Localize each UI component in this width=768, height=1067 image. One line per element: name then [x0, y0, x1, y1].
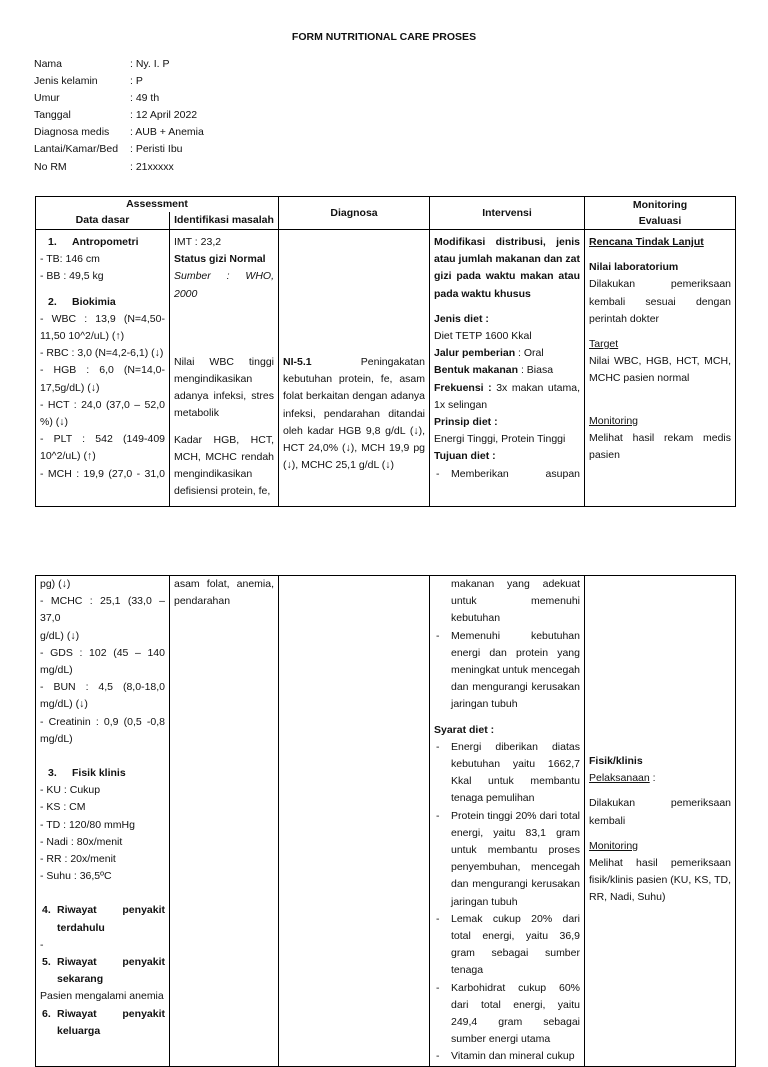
ku-value: - KU : Cukup: [40, 784, 101, 797]
section-number: 5.: [42, 956, 51, 969]
bb-value: - BB : 49,5 kg: [40, 270, 104, 283]
prinsip-diet-value: Energi Tinggi, Protein Tinggi: [434, 433, 566, 446]
wbc-line: - WBC : 13,9 (N=4,50-: [40, 312, 165, 325]
jalur-value: : Oral: [518, 347, 544, 360]
section-biokimia: [40, 294, 165, 311]
monitoring-label: Monitoring: [589, 414, 639, 427]
section-title: Riwayat penyakit: [57, 1007, 165, 1020]
section-number: 4.: [42, 904, 51, 917]
spacer: [40, 885, 165, 902]
syarat-item: [434, 911, 580, 980]
pelaksanaan-colon: :: [649, 772, 656, 785]
rr-value: - RR : 20x/menit: [40, 853, 116, 866]
gds-line: - GDS : 102 (45 – 140: [40, 646, 165, 659]
ks-value: - KS : CM: [40, 801, 86, 814]
tujuan-diet-label: Tujuan diet :: [434, 450, 496, 463]
form-title: FORM NUTRITIONAL CARE PROSES: [291, 31, 477, 43]
bullet-dash: -: [436, 912, 440, 925]
intervensi-header: Intervensi: [430, 197, 585, 230]
bun-line: - BUN : 4,5 (8,0-18,0: [40, 681, 165, 694]
mch-line: pg) (↓): [40, 578, 71, 590]
intervensi-cell: [430, 576, 585, 1067]
pelaksanaan-text: Dilakukan pemeriksaan kembali: [589, 797, 731, 827]
tb-value: - TB: 146 cm: [40, 253, 100, 266]
monitoring-text: Melihat hasil pemeriksaan fisik/klinis pasien (KU, KS, TD, RR, Nadi, Suhu): [589, 857, 731, 904]
identity-label: Umur: [34, 92, 60, 105]
riwayat-terdahulu-value: -: [40, 938, 44, 951]
hgb-line: 17,5g/dL) (↓): [40, 381, 100, 394]
frekuensi-label: Frekuensi :: [434, 381, 492, 394]
section-title: Riwayat penyakit: [57, 904, 165, 917]
identity-value: : P: [130, 75, 143, 88]
care-process-table-page-1: [35, 196, 736, 507]
bun-line: mg/dL) (↓): [40, 698, 88, 711]
diagnosa-text: Peningakatan kebutuhan protein, fe, asam folat berkaitan dengan adanya infeksi, pendarahan ditandai oleh kadar HGB 9,8 g/dL (↓), HCT 24,0% (↓), MCH 19,9 pg (↓), MCHC 25,1 g/dL (↓): [283, 356, 425, 472]
identifikasi-cell: [170, 576, 279, 1067]
identity-value: : Ny. I. P: [130, 58, 170, 70]
jalur-label: Jalur pemberian: [434, 347, 516, 360]
identifikasi-header: Identifikasi masalah: [170, 212, 279, 230]
rbc-line: - RBC : 3,0 (N=4,2-6,1) (↓): [40, 347, 164, 360]
identity-value: : 12 April 2022: [130, 109, 198, 122]
section-title: keluarga: [57, 1024, 101, 1037]
modifikasi-text: Modifikasi distribusi, jenis atau jumlah makanan dan zat gizi pada waktu makan atau pada waktu khusus: [434, 236, 580, 300]
identity-label: Jenis kelamin: [34, 75, 98, 88]
wbc-line: 11,50 10^2/uL) (↑): [40, 330, 125, 343]
assessment-header: Assessment: [36, 197, 279, 212]
spacer: [589, 787, 731, 795]
jenis-diet-label: Jenis diet :: [434, 312, 489, 325]
pelaksanaan-label: Pelaksanaan: [589, 772, 650, 785]
target-text: Nilai WBC, HGB, HCT, MCH, MCHC pasien normal: [589, 355, 731, 385]
section-fisik-klinis: [40, 765, 165, 782]
syarat-diet-label: Syarat diet :: [434, 723, 495, 736]
monitoring-cell: [585, 576, 736, 1067]
fisik-klinis-label: Fisik/klinis: [589, 755, 643, 767]
syarat-text: Protein tinggi 20% dari total energi, yaitu 83,1 gram untuk membantu proses penyembuhan, mencegah dan mengurangi kerusakan jaringan tubuh: [451, 809, 580, 908]
section-title: sekarang: [57, 973, 104, 986]
target-label: Target: [589, 338, 619, 351]
td-value: - TD : 120/80 mmHg: [40, 818, 135, 831]
plt-line: 10^2/uL) (↑): [40, 450, 96, 463]
frekuensi-value: 3x makan utama, 1x selingan: [434, 381, 580, 411]
tujuan-item: [434, 628, 580, 714]
identity-row: [34, 56, 204, 73]
section-number: 3.: [48, 767, 57, 780]
diagnosa-header: Diagnosa: [279, 197, 430, 230]
data-dasar-header: Data dasar: [36, 212, 170, 230]
section-title: Antropometri: [72, 236, 139, 248]
syarat-item: [434, 980, 580, 1049]
identity-label: Diagnosa medis: [34, 126, 110, 139]
gds-line: mg/dL): [40, 664, 73, 677]
identifikasi-cell: [170, 230, 279, 507]
mchc-line: g/dL) (↓): [40, 629, 80, 642]
section-title: terdahulu: [57, 921, 105, 934]
section-riwayat-sekarang: [40, 954, 165, 988]
imt-value: IMT : 23,2: [174, 236, 222, 248]
identity-row: [34, 141, 204, 158]
bentuk-makanan: [434, 362, 580, 379]
tujuan-text: makanan yang adekuat untuk memenuhi kebutuhan: [451, 578, 580, 625]
intervensi-cell: [430, 230, 585, 507]
spacer: [589, 328, 731, 336]
bullet-dash: -: [436, 629, 440, 642]
spacer: [434, 303, 580, 311]
spacer: [589, 830, 731, 838]
jalur-pemberian: [434, 345, 580, 362]
bullet-dash: -: [436, 467, 440, 480]
bullet-dash: -: [436, 740, 440, 753]
hgb-line: - HGB : 6,0 (N=14,0-: [40, 364, 165, 377]
status-gizi: Status gizi Normal: [174, 253, 266, 266]
bullet-dash: -: [436, 981, 440, 994]
identity-label: Nama: [34, 58, 63, 70]
nilai-lab-label: Nilai laboratorium: [589, 261, 679, 274]
section-title: Biokimia: [72, 295, 116, 308]
tujuan-item: [434, 466, 580, 483]
hct-line: - HCT : 24,0 (37,0 – 52,0: [40, 398, 165, 411]
syarat-text: Lemak cukup 20% dari total energi, yaitu 36,9 gram sebagai sumber tenaga: [451, 912, 580, 977]
diagnosa-cell: [279, 230, 430, 507]
monitoring-cell: [585, 230, 736, 507]
diagnosa-code: NI-5.1: [283, 356, 312, 368]
creatinin-line: mg/dL): [40, 732, 73, 745]
identity-label: Tanggal: [34, 109, 71, 122]
hgb-interpretation: Kadar HGB, HCT, MCH, MCHC rendah mengindikasikan defisiensi protein, fe,: [174, 433, 274, 498]
spacer: [174, 423, 274, 432]
frekuensi: [434, 380, 580, 414]
syarat-text: Energi diberikan diatas kebutuhan yaitu 1662,7 Kkal untuk membantu tenaga pemulihan: [451, 740, 580, 805]
syarat-item: [434, 808, 580, 911]
bentuk-value: : Biasa: [520, 364, 554, 377]
section-number: 1.: [48, 236, 57, 248]
mchc-line: - MCHC : 25,1 (33,0 – 37,0: [40, 595, 165, 625]
identity-label: No RM: [34, 160, 67, 173]
nadi-value: - Nadi : 80x/menit: [40, 835, 123, 848]
identity-value: : Peristi Ibu: [130, 143, 183, 156]
rencana-tindak-lanjut: Rencana Tindak Lanjut: [589, 236, 704, 248]
section-title: Riwayat penyakit: [57, 956, 165, 969]
plt-line: - PLT : 542 (149-409: [40, 433, 165, 446]
tujuan-text: Memenuhi kebutuhan energi dan protein yang meningkat untuk mencegah dan mengurangi kerusakan jaringan tubuh: [451, 629, 580, 711]
identity-value: : 21xxxxx: [130, 160, 174, 173]
section-riwayat-keluarga: [40, 1006, 165, 1040]
identity-label: Lantai/Kamar/Bed: [34, 143, 119, 156]
section-riwayat-terdahulu: [40, 902, 165, 936]
syarat-item: [434, 1048, 580, 1065]
section-number: 2.: [48, 295, 57, 308]
mch-line: - MCH : 19,9 (27,0 - 31,0: [40, 467, 165, 480]
section-antropometri: [40, 234, 165, 251]
spacer: [589, 251, 731, 259]
identity-row: [34, 90, 204, 107]
monitoring-evaluasi-header: [585, 197, 736, 230]
creatinin-line: - Creatinin : 0,9 (0,5 -0,8: [40, 715, 165, 728]
monitoring-text: Melihat hasil rekam medis pasien: [589, 431, 731, 462]
data-dasar-cell: [36, 576, 170, 1067]
spacer: [434, 714, 580, 722]
riwayat-sekarang-value: Pasien mengalami anemia: [40, 990, 164, 1003]
hct-line: %) (↓): [40, 416, 68, 429]
identity-row: [34, 124, 204, 141]
nilai-lab-text: Dilakukan pemeriksaan kembali sesuai dengan perintah dokter: [589, 278, 731, 325]
bullet-dash: -: [436, 809, 440, 822]
spacer: [40, 286, 165, 294]
diagnosa-statement: [283, 354, 425, 474]
section-title: Fisik klinis: [72, 767, 126, 780]
identity-row: [34, 107, 204, 124]
spacer: [174, 303, 274, 354]
evaluasi-header: Evaluasi: [638, 215, 682, 227]
identity-value: : 49 th: [130, 92, 160, 105]
syarat-item: [434, 739, 580, 808]
identity-row: [34, 73, 204, 90]
wbc-interpretation: Nilai WBC tinggi mengindikasikan adanya infeksi, stres metabolik: [174, 355, 274, 420]
spacer: [589, 388, 731, 413]
tujuan-item-continuation: [434, 576, 580, 628]
monitoring-label: Monitoring: [589, 839, 639, 852]
care-process-table-page-2: [35, 575, 736, 1067]
identity-value: : AUB + Anemia: [130, 126, 204, 139]
jenis-diet-value: Diet TETP 1600 Kkal: [434, 330, 532, 343]
prinsip-diet-label: Prinsip diet :: [434, 416, 498, 429]
bentuk-label: Bentuk makanan: [434, 364, 519, 377]
syarat-text: Karbohidrat cukup 60% dari total energi, yaitu 249,4 gram sebagai sumber energi utama: [451, 981, 580, 1046]
tujuan-text: Memberikan asupan: [451, 467, 580, 480]
bullet-dash: -: [436, 1050, 440, 1063]
pelaksanaan-row: [589, 770, 731, 787]
identity-row: [34, 159, 204, 176]
patient-identity: [34, 56, 204, 176]
syarat-text: Vitamin dan mineral cukup: [451, 1050, 575, 1063]
identifikasi-continuation: asam folat, anemia, pendarahan: [174, 578, 274, 608]
spacer: [40, 748, 165, 765]
monitoring-header: Monitoring: [632, 199, 688, 211]
diagnosa-cell: [279, 576, 430, 1067]
section-number: 6.: [42, 1007, 51, 1020]
suhu-value: - Suhu : 36,5ºC: [40, 870, 112, 883]
data-dasar-cell: [36, 230, 170, 507]
status-gizi-source: Sumber : WHO, 2000: [174, 270, 274, 300]
